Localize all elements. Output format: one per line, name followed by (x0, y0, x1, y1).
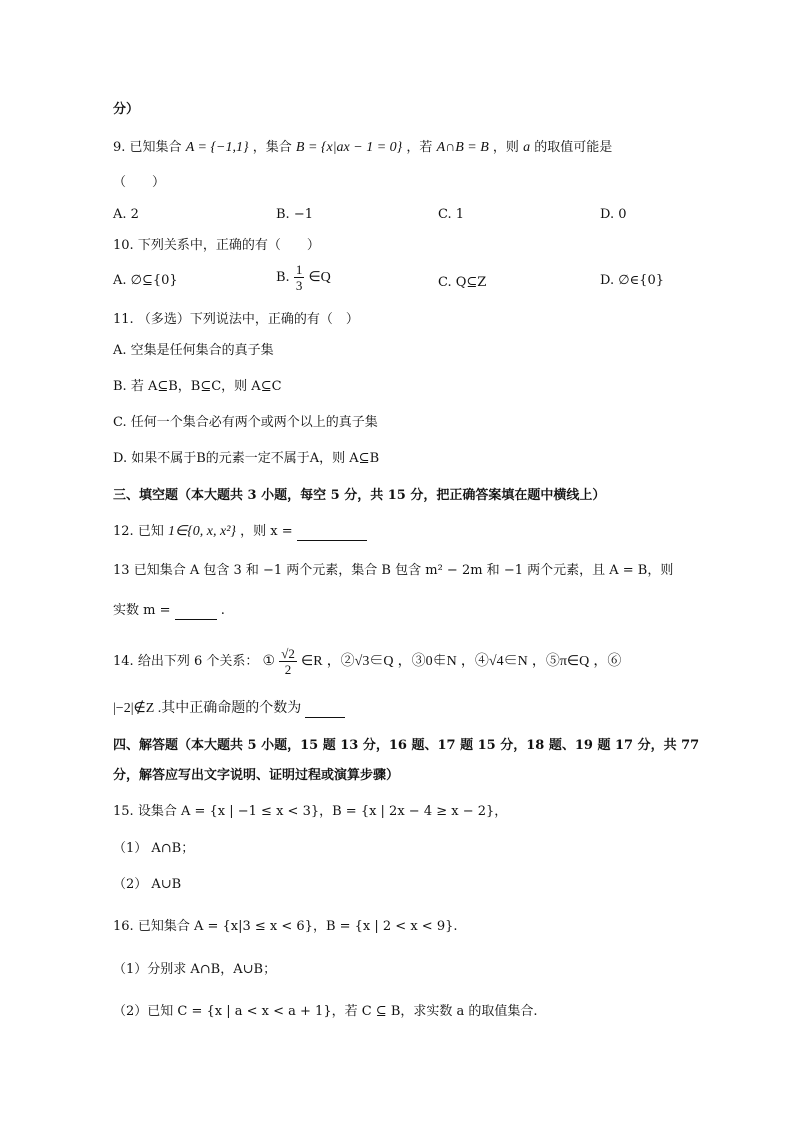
q15-number: 15. (113, 804, 134, 819)
q11-stem: （多选）下列说法中，正确的有（ ） (137, 312, 359, 327)
question-11 (113, 311, 359, 329)
q14-answer-blank[interactable] (305, 703, 345, 718)
q14-item-1-relation: ∈R (301, 654, 323, 669)
section-4-heading-line2: 分，解答应写出文字说明、证明过程或演算步骤） (113, 768, 400, 783)
question-15 (113, 803, 507, 821)
q9-option-c: C. 1 (438, 207, 465, 222)
q14-item-6-marker: ，⑥ (593, 654, 622, 669)
q9-set-b: B = {x|ax − 1 = 0} (295, 140, 403, 155)
q13-end: . (220, 603, 225, 618)
q14-item-4: ，④√4∈N (460, 654, 528, 669)
q14-item-2: ，②√3∈Q (326, 654, 394, 669)
q10-fraction (294, 262, 305, 293)
q13-line1: 已知集合 A 包含 3 和 −1 两个元素，集合 B 包含 m² − 2m 和 −1 两个元素，且 A = B，则 (133, 563, 674, 578)
q15-part-2: （2） A∪B (113, 877, 182, 892)
q16-part-2: （2）已知 C = {x | a < x < a + 1}，若 C ⊆ B，求实数 a 的取值集合. (113, 1004, 538, 1019)
q10-fraction-denominator: 3 (295, 278, 303, 293)
q10-option-b-label: B. (276, 270, 290, 285)
question-9 (113, 139, 612, 157)
q14-fraction-numerator: √2 (281, 646, 295, 661)
q10-option-b (276, 262, 331, 293)
question-12 (113, 523, 367, 541)
question-10 (113, 237, 320, 255)
q13-answer-blank[interactable] (175, 605, 217, 620)
q11-option-c: C. 任何一个集合必有两个或两个以上的真子集 (113, 415, 378, 430)
q13-line2 (113, 602, 225, 620)
q9-option-b: B. −1 (276, 207, 313, 222)
q12-tail: ，则 x = (240, 524, 293, 539)
q10-option-c: C. Q⊆Z (438, 275, 487, 290)
q10-number: 10. (113, 238, 134, 253)
q16-stem: 已知集合 A = {x|3 ≤ x < 6}，B = {x | 2 < x < 9}. (137, 919, 458, 934)
q13-prompt: 实数 m = (113, 603, 171, 618)
q16-number: 16. (113, 919, 134, 934)
q14-line2 (113, 700, 345, 718)
question-16 (113, 918, 458, 936)
q9-stem-e: 的取值可能是 (534, 140, 613, 155)
q14-item-6-text: |−2|∉Z .其中正确命题的个数为 (113, 701, 302, 716)
q9-option-d: D. 0 (600, 207, 627, 222)
q15-part-1: （1） A∩B； (113, 841, 195, 856)
q9-option-a: A. 2 (113, 207, 139, 222)
q9-stem-d: ，则 (492, 140, 519, 155)
q14-stem: 给出下列 6 个关系： (137, 654, 259, 669)
q12-stem: 已知 (137, 524, 164, 539)
section-3-heading: 三、填空题（本大题共 3 小题，每空 5 分，共 15 分，把正确答案填在题中横线上） (113, 488, 606, 503)
q9-number: 9. (113, 140, 126, 155)
q10-option-a: A. ∅⊆{0} (113, 273, 178, 288)
q9-condition: A∩B = B (436, 140, 489, 155)
q10-fraction-numerator: 1 (295, 262, 303, 277)
q12-number: 12. (113, 524, 134, 539)
q14-number: 14. (113, 654, 134, 669)
q10-option-d: D. ∅∈{0} (600, 273, 664, 288)
q9-set-a: A = {−1,1} (185, 140, 249, 155)
continued-text: 分） (113, 102, 140, 117)
q9-answer-paren: （ ） (113, 175, 166, 190)
q14-fraction-denominator: 2 (284, 662, 292, 677)
q10-option-b-relation: ∈Q (308, 270, 331, 285)
q12-answer-blank[interactable] (297, 526, 367, 541)
q14-item-5: ，⑤π∈Q (531, 654, 590, 669)
q9-stem-b: ，集合 (252, 140, 292, 155)
q13-number: 13 (113, 563, 130, 578)
section-4-heading-line1: 四、解答题（本大题共 5 小题，15 题 13 分，16 题、17 题 15 分，18 题、19 题 17 分，共 77 (113, 738, 700, 753)
q11-option-d: D. 如果不属于B的元素一定不属于A，则 A⊆B (113, 451, 380, 466)
q16-part-1: （1）分别求 A∩B，A∪B； (113, 962, 277, 977)
q11-number: 11. (113, 312, 134, 327)
q10-stem: 下列关系中，正确的有（ ） (137, 238, 320, 253)
q14-item-3: ，③0∉N (397, 654, 457, 669)
q11-option-a: A. 空集是任何集合的真子集 (113, 343, 274, 358)
q11-option-b: B. 若 A⊆B，B⊆C，则 A⊆C (113, 379, 282, 394)
q14-item-1-marker: ① (262, 653, 276, 669)
q14-fraction (279, 646, 297, 677)
q15-stem: 设集合 A = {x | −1 ≤ x < 3}，B = {x | 2x − 4 ≥ x − 2}， (137, 804, 508, 819)
q9-variable: a (523, 140, 531, 155)
q9-stem-a: 已知集合 (129, 140, 182, 155)
q12-expression: 1∈{0, x, x²} (167, 524, 237, 539)
question-14 (113, 646, 621, 677)
q9-stem-c: ，若 (406, 140, 433, 155)
question-13 (113, 562, 673, 580)
